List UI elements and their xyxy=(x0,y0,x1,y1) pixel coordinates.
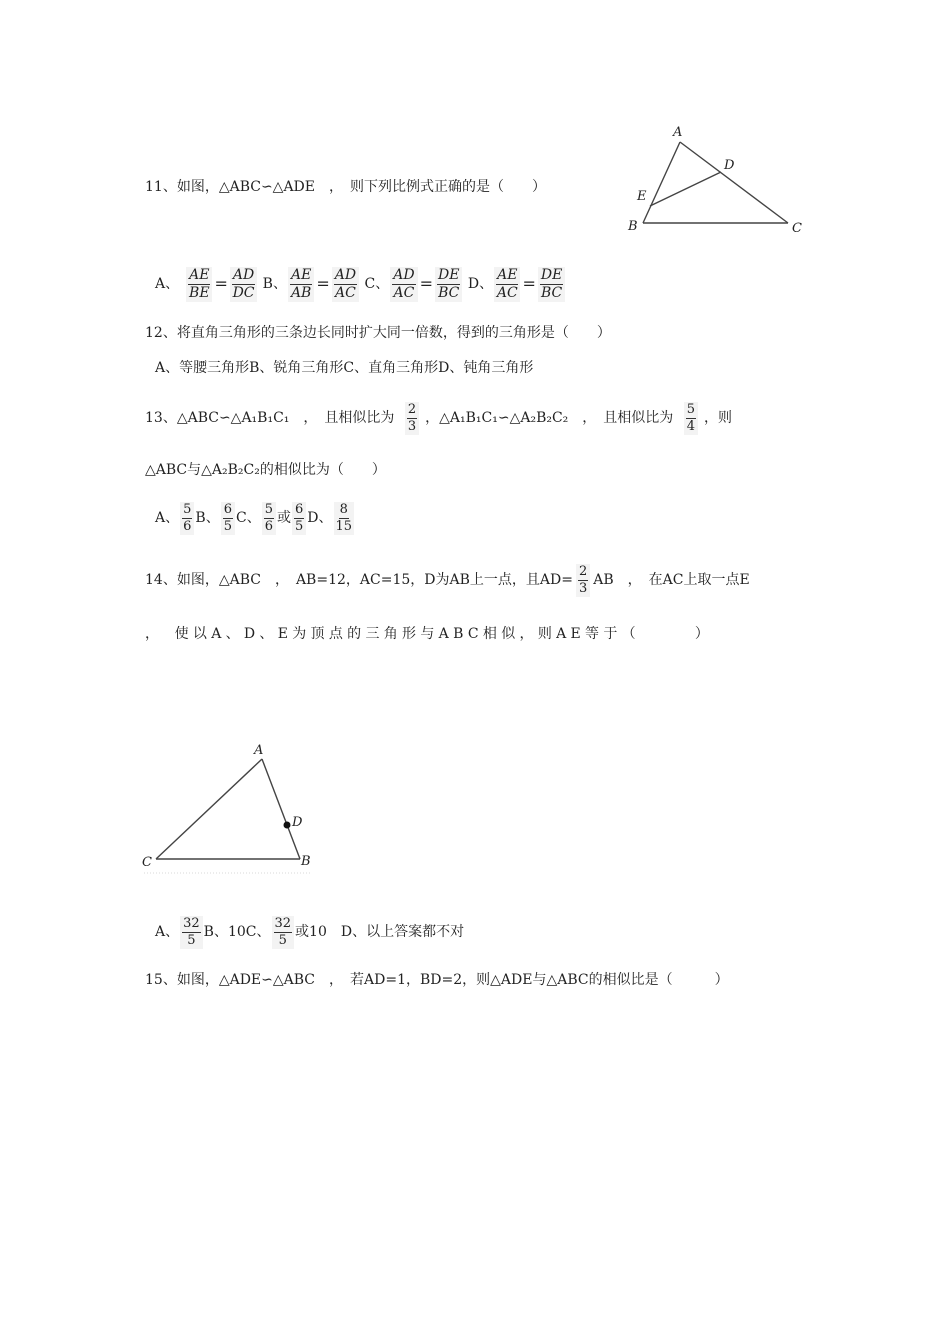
q14-side-ab xyxy=(262,759,300,859)
q13-frac-c1: $\frac{5}{6}$ xyxy=(262,502,276,535)
q11-frac-d2: $\frac{DE}{BC}$ xyxy=(538,267,565,302)
q14-label-b: B xyxy=(301,854,311,869)
q11-frac-a2: $\frac{AD}{DC}$ xyxy=(230,267,257,302)
q12-stem: 12、将直角三角形的三条边长同时扩大同一倍数，得到的三角形是（ ） xyxy=(145,325,611,341)
q11-label-a: A xyxy=(673,125,683,140)
q14-figure xyxy=(138,740,328,880)
q13-stem-line1: 13、△ABC∽△A₁B₁C₁ ， 且相似比为 $\frac{2}{3}$ ，△A₁B₁C₁∽△A₂B₂C₂ ， 且相似比为 $\frac{5}{4}$ ，则 xyxy=(145,401,733,434)
q11-label-e: E xyxy=(637,189,647,204)
q14-frac-a: $\frac{32}{5}$ xyxy=(180,916,203,949)
q11-frac-c1: $\frac{AD}{AC}$ xyxy=(390,267,417,302)
q11-side-ab xyxy=(643,142,680,223)
q11-side-ac xyxy=(680,142,788,223)
q11-stem: 11、如图，△ABC∽△ADE ， 则下列比例式正确的是（ ） xyxy=(145,179,547,195)
q14-stem-line1: 14、如图，△ABC ， AB=12，AC=15，D为AB上一点，且AD= $\frac{2}{3}$ AB ， 在AC上取一点E xyxy=(145,563,750,596)
q11-label-d: D xyxy=(724,158,735,173)
q11-label-b: B xyxy=(628,219,638,234)
q13-frac-a: $\frac{5}{6}$ xyxy=(180,502,194,535)
q11-frac-b2: $\frac{AD}{AC}$ xyxy=(332,267,359,302)
q14-frac-c: $\frac{32}{5}$ xyxy=(272,916,295,949)
q12-options: A、等腰三角形B、锐角三角形C、直角三角形D、钝角三角形 xyxy=(155,360,534,376)
q13-frac-d: $\frac{8}{15}$ xyxy=(335,501,353,534)
q13-options: A、 $\frac{5}{6}$ B、 $\frac{6}{5}$ C、 $\frac{5}{6}$ 或 $\frac{6}{5}$ D、 $\frac{8}{15}$ xyxy=(155,501,353,534)
q11-opt-c-label: C、 xyxy=(364,276,390,292)
q15-stem: 15、如图，△ADE∽△ABC ， 若AD=1，BD=2，则△ADE与△ABC的相似比是（ ） xyxy=(145,972,729,988)
q11-segment-de xyxy=(650,172,721,206)
q13-frac-b: $\frac{6}{5}$ xyxy=(221,502,235,535)
q14-label-a: A xyxy=(254,743,264,758)
q14-stem-line2: ， 使以A、D、E为顶点的三角形与ABC相似，则AE等于（ ） xyxy=(145,626,714,642)
q11-frac-d1: $\frac{AE}{AC}$ xyxy=(494,267,520,302)
q13-stem-line2: △ABC与△A₂B₂C₂的相似比为（ ） xyxy=(145,462,386,478)
q14-point-d xyxy=(284,822,291,829)
q11-figure xyxy=(620,120,820,240)
q11-opt-b-label: B、 xyxy=(262,276,287,292)
q11-opt-a-label: A、 xyxy=(155,276,180,292)
q14-label-d: D xyxy=(292,815,303,830)
q11-frac-a1: $\frac{AE}{BE}$ xyxy=(186,267,212,302)
q14-label-c: C xyxy=(142,855,152,870)
q11-label-c: C xyxy=(792,221,802,236)
q11-frac-b1: $\frac{AE}{AB}$ xyxy=(288,267,314,302)
q13-frac-ratio2: $\frac{5}{4}$ xyxy=(684,402,698,435)
q11-frac-c2: $\frac{DE}{BC}$ xyxy=(435,267,462,302)
q11-opt-d-label: D、 xyxy=(467,276,494,292)
q14-frac-ad: $\frac{2}{3}$ xyxy=(576,564,590,597)
q13-frac-ratio1: $\frac{2}{3}$ xyxy=(405,402,419,435)
q13-frac-c2: $\frac{6}{5}$ xyxy=(292,502,306,535)
q14-side-ac xyxy=(156,759,262,859)
q14-options: A、 $\frac{32}{5}$ B、10C、 $\frac{32}{5}$ 或10 D、以上答案都不对 xyxy=(155,915,465,948)
q11-options: A、 $\frac{AE}{BE}$ = $\frac{AD}{DC}$ B、 $\frac{AE}{AB}$ = $\frac{AD}{AC}$ C、 $\frac{AD}{AC}$ = $\frac{DE}{BC}$ D、 $\frac{AE}{AC}$ = $\frac{DE}{BC}$ xyxy=(155,266,566,302)
